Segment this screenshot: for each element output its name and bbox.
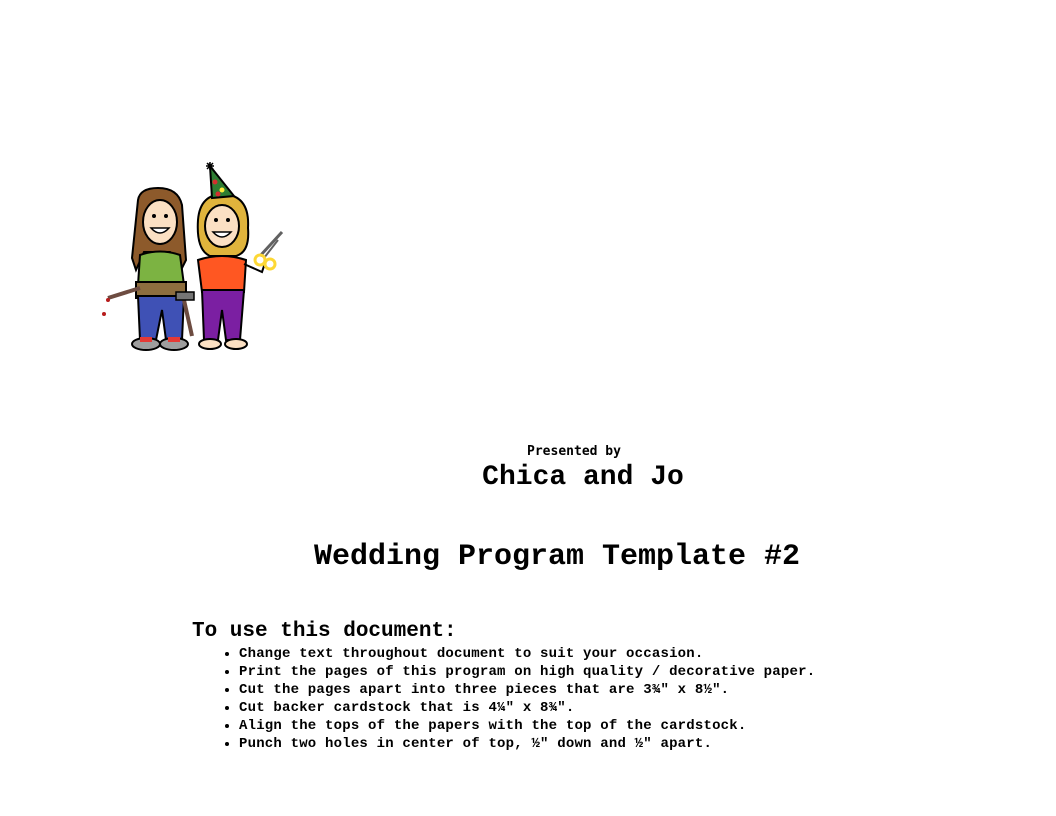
instruction-item: • Change text throughout document to suit your occasion. — [239, 645, 972, 663]
authors-name: Chica and Jo — [482, 462, 684, 493]
instruction-item: • Print the pages of this program on high quality / decorative paper. — [239, 663, 972, 681]
document-title: Wedding Program Template #2 — [313, 540, 801, 574]
instructions-section — [192, 620, 972, 753]
instruction-item: • Cut the pages apart into three pieces that are 3¾″ x 8½″. — [239, 681, 972, 699]
instructions-list — [192, 645, 972, 753]
instruction-item: • Align the tops of the papers with the top of the cardstock. — [239, 717, 972, 735]
presented-by-label: Presented by — [527, 444, 621, 459]
two-girls-with-craft-tools-illustration — [100, 160, 290, 360]
instruction-item: • Punch two holes in center of top, ½″ down and ½″ apart. — [239, 735, 972, 753]
instruction-item: • Cut backer cardstock that is 4¼″ x 8¾″. — [239, 699, 972, 717]
instructions-heading: To use this document: — [192, 620, 457, 643]
